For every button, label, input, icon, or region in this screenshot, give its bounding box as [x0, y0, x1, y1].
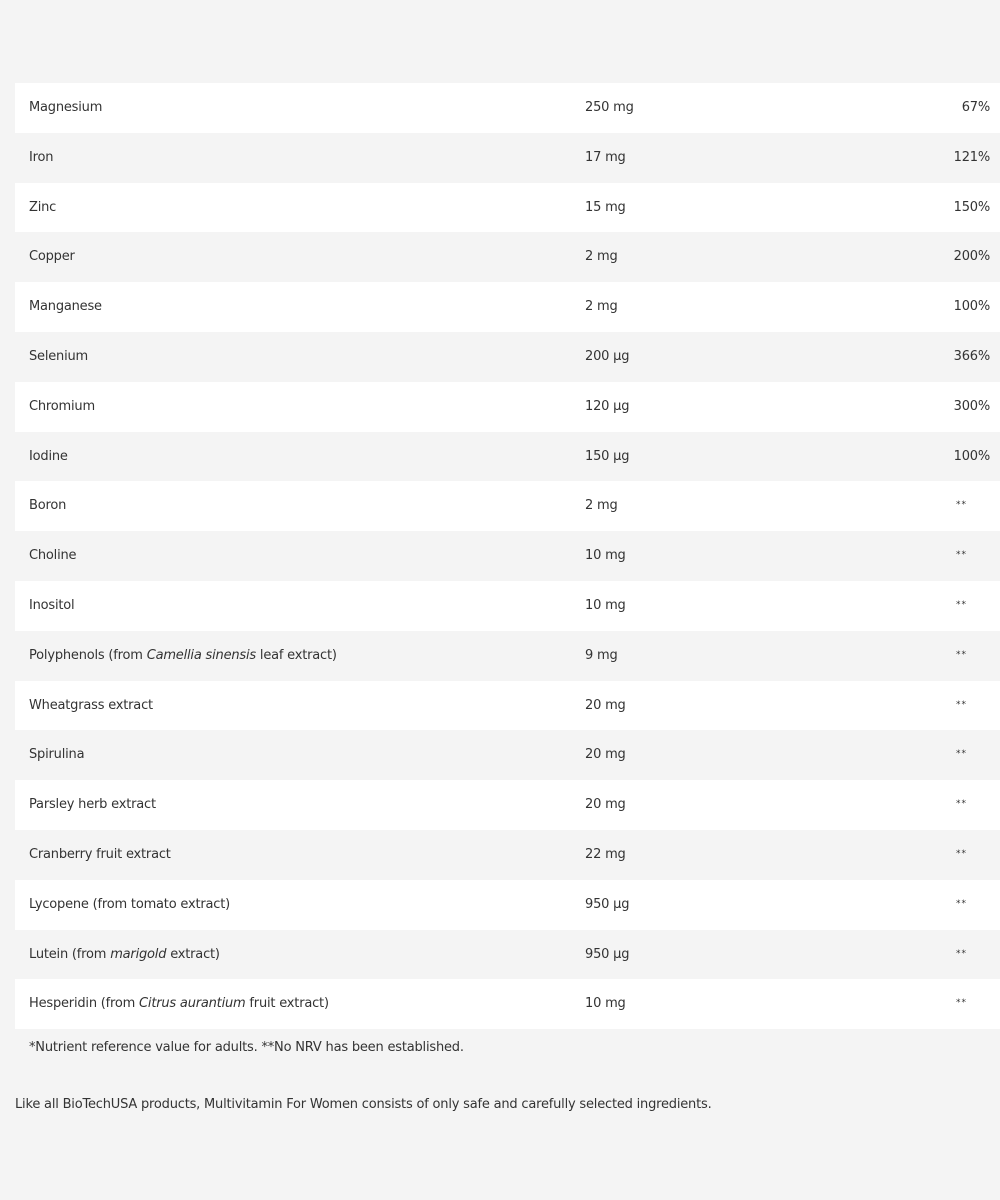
nutrient-name — [29, 332, 88, 382]
nutrient-amount: 10 mg — [585, 996, 626, 1012]
table-row — [15, 232, 1000, 282]
nutrient-name — [29, 880, 230, 930]
nutrient-nrv: ** — [956, 500, 967, 511]
nutrient-name-part: Chromium — [29, 398, 95, 414]
nutrient-name-part: Spirulina — [29, 747, 85, 763]
table-row — [15, 382, 1000, 432]
nutrient-name-italic: Camellia sinensis — [146, 647, 256, 663]
nutrient-name-part: Lutein (from — [29, 946, 111, 962]
nutrient-name-part: Iodine — [29, 448, 68, 464]
table-row — [15, 830, 1000, 880]
nutrient-name-part: Copper — [29, 249, 75, 265]
table-row — [15, 83, 1000, 133]
nutrient-name — [29, 581, 74, 631]
nutrient-name-part: Wheatgrass extract — [29, 697, 153, 713]
nutrient-name — [29, 382, 95, 432]
nutrient-name-italic: Citrus aurantium — [139, 996, 246, 1012]
nutrient-amount: 250 mg — [585, 100, 634, 115]
nutrient-name-part: Manganese — [29, 299, 102, 315]
nutrient-amount: 2 mg — [585, 299, 618, 315]
nutrient-name — [29, 681, 153, 731]
nutrient-name — [29, 780, 156, 830]
nutrient-amount: 950 µg — [585, 896, 630, 912]
nutrient-nrv: 121% — [953, 149, 990, 165]
nutrient-nrv: ** — [956, 848, 967, 859]
nutrient-name-part: Inositol — [29, 597, 75, 613]
nutrient-nrv: 200% — [953, 249, 990, 265]
nutrient-name — [29, 631, 337, 681]
nutrient-nrv: 300% — [953, 398, 990, 414]
table-row — [15, 432, 1000, 482]
nutrient-name-part: Polyphenols (from — [29, 647, 147, 663]
nutrient-nrv: ** — [956, 948, 967, 959]
table-row — [15, 930, 1000, 980]
table-row — [15, 730, 1000, 780]
nutrient-name — [29, 282, 102, 332]
nutrient-name-part: Parsley herb extract — [29, 797, 156, 813]
table-row — [15, 531, 1000, 581]
nutrient-name — [29, 531, 76, 581]
nutrient-nrv: 100% — [953, 299, 990, 315]
nutrient-nrv: 150% — [953, 199, 990, 215]
nutrient-name-part: Cranberry fruit extract — [29, 846, 171, 862]
nutrient-nrv: ** — [956, 799, 967, 810]
nutrient-amount: 120 µg — [585, 398, 630, 414]
nutrient-name — [29, 183, 56, 233]
nutrient-name-part: Magnesium — [29, 100, 103, 115]
nutrient-amount: 200 µg — [585, 348, 630, 364]
nutrient-name — [29, 481, 66, 531]
product-disclaimer: Like all BioTechUSA products, Multivitamin For Women consists of only safe and carefully selected ingredients. — [15, 1097, 712, 1112]
nutrient-nrv: 366% — [953, 348, 990, 364]
nutrient-amount: 2 mg — [585, 249, 618, 265]
nutrient-nrv: ** — [956, 550, 967, 561]
table-row — [15, 581, 1000, 631]
table-row — [15, 780, 1000, 830]
nutrient-name-part: leaf extract) — [255, 647, 337, 663]
footnote: *Nutrient reference value for adults. **No NRV has been established. — [29, 1040, 464, 1055]
table-row — [15, 183, 1000, 233]
nutrient-name-part: Selenium — [29, 348, 89, 364]
nutrient-amount: 20 mg — [585, 797, 626, 813]
nutrient-amount: 17 mg — [585, 149, 626, 165]
nutrient-name — [29, 83, 102, 133]
nutrient-amount: 15 mg — [585, 199, 626, 215]
nutrient-name-italic: marigold — [110, 946, 167, 962]
nutrient-name — [29, 830, 171, 880]
nutrient-name-part: Choline — [29, 548, 77, 564]
table-row — [15, 880, 1000, 930]
nutrient-name-part: Iron — [29, 149, 54, 165]
nutrient-name — [29, 133, 53, 183]
nutrient-nrv: ** — [956, 649, 967, 660]
table-row — [15, 133, 1000, 183]
nutrient-name-part: Lycopene (from tomato extract) — [29, 896, 230, 912]
nutrient-amount: 950 µg — [585, 946, 630, 962]
nutrient-nrv: ** — [956, 898, 967, 909]
nutrient-amount: 9 mg — [585, 647, 618, 663]
nutrient-amount: 2 mg — [585, 498, 618, 514]
nutrient-name-part: fruit extract) — [245, 996, 329, 1012]
nutrient-name-part: Zinc — [29, 199, 57, 215]
table-row — [15, 481, 1000, 531]
nutrient-nrv: 100% — [953, 448, 990, 464]
table-row — [15, 282, 1000, 332]
table-row — [15, 681, 1000, 731]
nutrient-name-part: Hesperidin (from — [29, 996, 140, 1012]
nutrient-name-part: extract) — [166, 946, 220, 962]
table-row — [15, 631, 1000, 681]
nutrient-amount: 150 µg — [585, 448, 630, 464]
nutrient-name — [29, 979, 329, 1029]
nutrient-nrv: ** — [956, 998, 967, 1009]
table-row — [15, 332, 1000, 382]
table-row — [15, 979, 1000, 1029]
nutrient-amount: 20 mg — [585, 697, 626, 713]
nutrient-amount: 20 mg — [585, 747, 626, 763]
nutrient-name — [29, 432, 68, 482]
nutrient-name-part: Boron — [29, 498, 67, 514]
nutrient-nrv: 67% — [961, 100, 990, 115]
nutrient-amount: 10 mg — [585, 548, 626, 564]
nutrient-name — [29, 730, 84, 780]
nutrient-nrv: ** — [956, 699, 967, 710]
nutrient-table — [15, 83, 1000, 1029]
nutrient-nrv: ** — [956, 599, 967, 610]
nutrient-name — [29, 232, 75, 282]
nutrient-name — [29, 930, 220, 980]
nutrient-amount: 10 mg — [585, 597, 626, 613]
nutrient-nrv: ** — [956, 749, 967, 760]
nutrient-amount: 22 mg — [585, 846, 626, 862]
